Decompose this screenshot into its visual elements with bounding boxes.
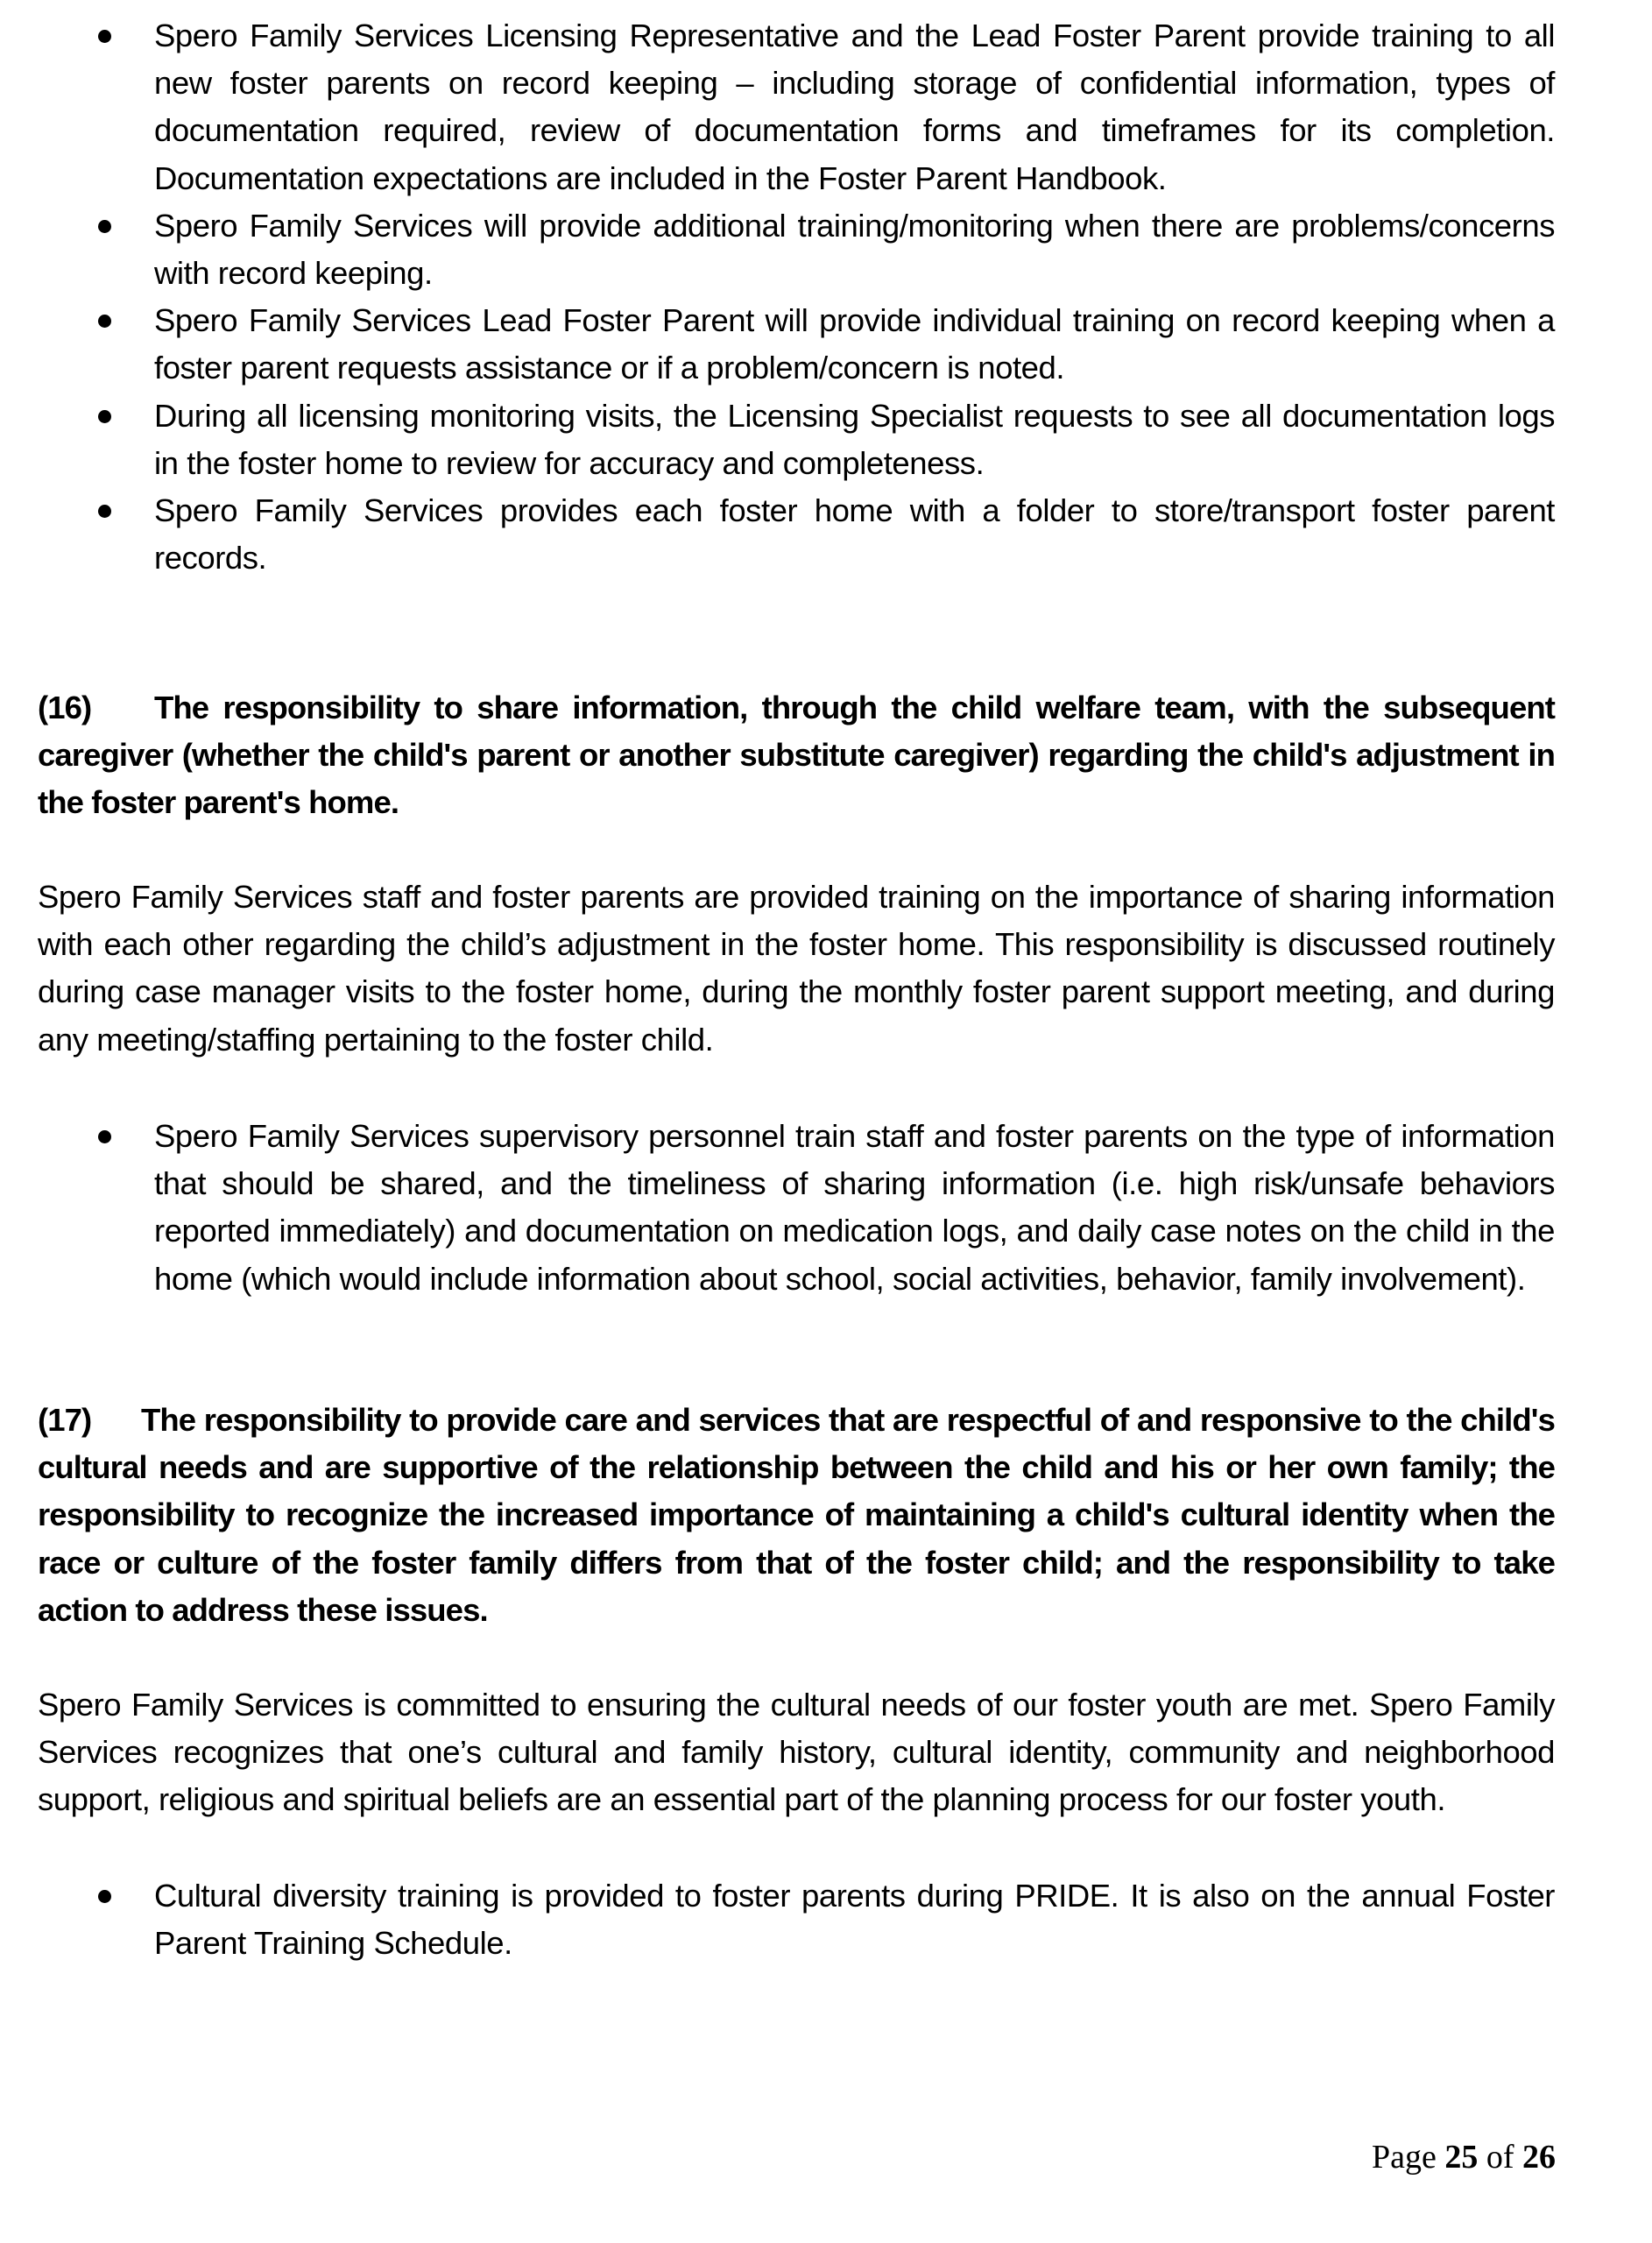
bullet-text: Cultural diversity training is provided to foster parents during PRIDE. It is also on the annual Foster Parent Training Schedule. (154, 1878, 1555, 1962)
bullet-icon (98, 1130, 111, 1143)
bullet-text: Spero Family Services provides each foster home with a folder to store/transport foster parent records. (154, 492, 1555, 577)
list-item (38, 1113, 1555, 1303)
list-item (38, 12, 1555, 202)
bullet-text: Spero Family Services supervisory personnel train staff and foster parents on the type of information that should be shared, and the timeliness of sharing information (i.e. high risk/unsafe behaviors reported immediately) and documentation on medication logs, and daily case notes on the child in the home (which would include information about school, social activities, behavior, family involvement). (154, 1118, 1555, 1297)
bullet-text: Spero Family Services will provide additional training/monitoring when there are problems/concerns with record keeping. (154, 207, 1555, 292)
current-page-number: 25 (1444, 2139, 1479, 2176)
section-heading-text: The responsibility to provide care and services that are respectful of and responsive to the child's cultural needs and are supportive of the relationship between the child and his or her own family; the responsibility to recognize the increased importance of maintaining a child's cultural identity when the race or culture of the foster family differs from that of the foster child; and the responsibility to take action to address these issues. (38, 1402, 1555, 1628)
page-label: Page (1371, 2139, 1437, 2176)
bullet-icon (98, 505, 111, 518)
section-16-bullet-list (38, 1113, 1555, 1303)
list-item (38, 202, 1555, 297)
section-17-heading (38, 1397, 1555, 1634)
bullet-icon (98, 410, 111, 423)
page-number-footer (1372, 2136, 1556, 2178)
section-17-body: Spero Family Services is committed to ensuring the cultural needs of our foster youth are met. Spero Family Services recognizes that one’s cultural and family history, cultural identity, community and neighborhood support, religious and spiritual beliefs are an essential part of the planning process for our foster youth. (38, 1687, 1555, 1818)
bullet-icon (98, 1890, 111, 1903)
section-16-heading (38, 684, 1555, 827)
list-item (38, 393, 1555, 487)
bullet-text: During all licensing monitoring visits, the Licensing Specialist requests to see all documentation logs in the foster home to review for accuracy and completeness. (154, 397, 1555, 481)
section-number: (17) (38, 1402, 92, 1438)
total-pages-number: 26 (1522, 2139, 1556, 2176)
list-item (38, 487, 1555, 582)
bullet-icon (98, 30, 111, 43)
bullet-text: Spero Family Services Licensing Representative and the Lead Foster Parent provide training to all new foster parents on record keeping – including storage of confidential information, types of documentation required, review of documentation forms and timeframes for its completion. Documentation expectations are included in the Foster Parent Handbook. (154, 18, 1555, 196)
record-keeping-bullet-list (38, 12, 1555, 582)
bullet-icon (98, 315, 111, 328)
section-heading-text: The responsibility to share information, through the child welfare team, with the subsequent caregiver (whether the child's parent or another substitute caregiver) regarding the child's adjustment in the foster parent's home. (38, 690, 1555, 821)
section-17-bullet-list (38, 1872, 1555, 1967)
list-item (38, 1872, 1555, 1967)
bullet-icon (98, 220, 111, 233)
list-item (38, 297, 1555, 392)
section-16-body: Spero Family Services staff and foster parents are provided training on the importance of sharing information with each other regarding the child’s adjustment in the foster home. This responsibility is discussed routinely during case manager visits to the foster home, during the monthly foster parent support meeting, and during any meeting/staffing pertaining to the foster child. (38, 879, 1555, 1058)
section-number: (16) (38, 690, 92, 725)
of-label: of (1486, 2139, 1514, 2176)
bullet-text: Spero Family Services Lead Foster Parent will provide individual training on record keeping when a foster parent requests assistance or if a problem/concern is noted. (154, 302, 1555, 386)
